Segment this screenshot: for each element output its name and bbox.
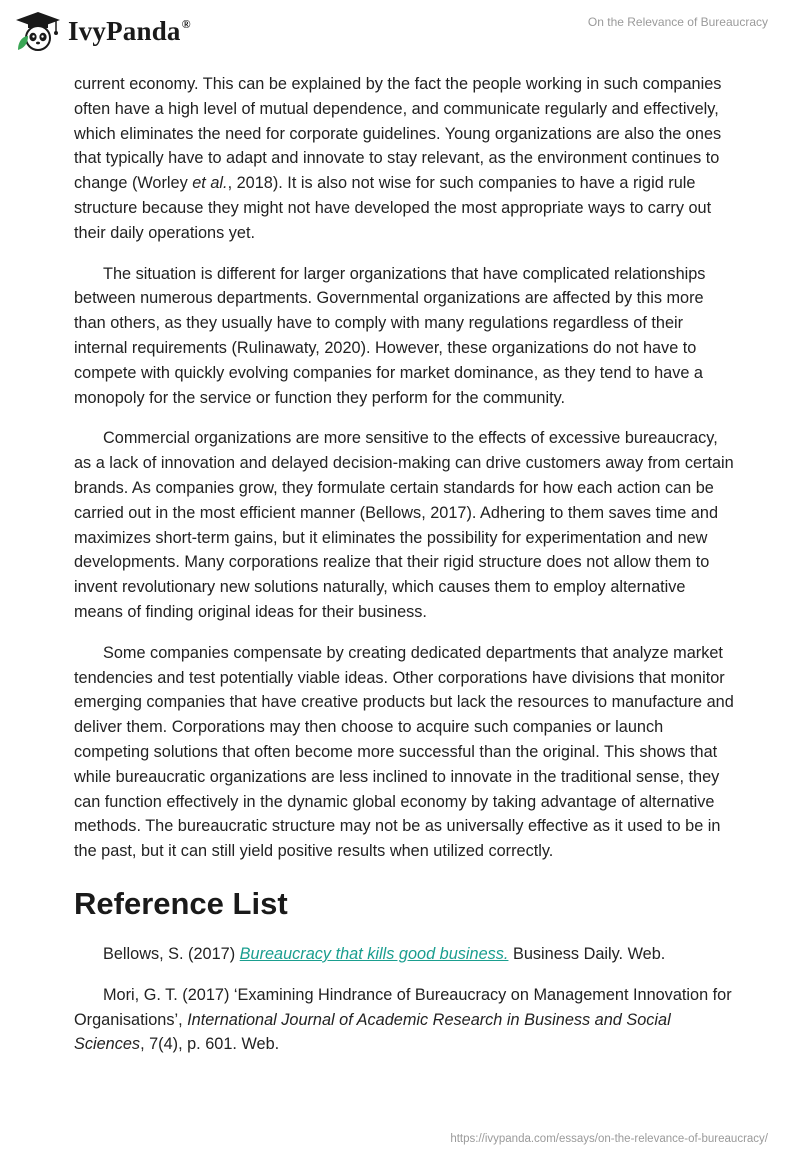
paragraph-4: Some companies compensate by creating dedicated departments that analyze market tendencies and test potentially viable ideas. Other corporations have divisions that monitor emerging companies that have creative products but lack the resources to manufacture and deliver them. Corporations may then choose to acquire such companies or launch competing solutions that often become more successful than the original. This shows that while bureaucratic organizations are less inclined to innovate in the traditional sense, they can function effectively in the dynamic global economy by taking advantage of alternative methods. The bureaucratic structure may not be as universally effective as it used to be in the past, but it can still yield positive results when utilized correctly. [74, 643, 734, 861]
brand-name: IvyPanda® [68, 15, 191, 46]
et-al-italic: et al. [192, 174, 228, 193]
reference-item-bellows: Bellows, S. (2017) Bureaucracy that kills good business. Business Daily. Web. [103, 944, 666, 963]
reference-list-heading: Reference List [74, 885, 288, 921]
journal-title-italic: International Journal of Academic Research in Business and Social Sciences [74, 1010, 671, 1054]
registered-mark: ® [181, 16, 191, 31]
paragraph-1: current economy. This can be explained by the fact the people working in such companies often have a high level of mutual dependence, and communicate regularly and effectively, which eliminates the need for corporate guidelines. Young organizations are also the ones that typically have to adapt and innovate to stay relevant, as the environment continues to change (Worley et al., 2018). It is also not wise for such companies to have a rigid rule structure because they might not have developed the most appropriate ways to carry out their daily operations yet. [74, 75, 722, 242]
reference-link-bellows[interactable]: Bureaucracy that kills good business. [239, 944, 509, 963]
footer-url: https://ivypanda.com/essays/on-the-relevance-of-bureaucracy/ [450, 1133, 768, 1145]
page-header [0, 0, 800, 70]
paragraph-3: Commercial organizations are more sensitive to the effects of excessive bureaucracy, as a lack of innovation and delayed decision-making can drive customers away from certain brands. As companies grow, they formulate certain standards for how each action can be carried out in the most efficient manner (Bellows, 2017). Adhering to them saves time and maximizes short-term gains, but it eliminates the possibility for experimentation and new developments. Many corporations realize that their rigid structure does not allow them to invent revolutionary new solutions naturally, which causes them to employ alternative means of finding original ideas for their business. [74, 429, 734, 621]
ivypanda-logo[interactable] [14, 10, 191, 52]
panda-graduate-icon [14, 10, 62, 52]
paragraph-2: The situation is different for larger organizations that have complicated relationships between numerous departments. Governmental organizations are affected by this more than others, as they usually have to comply with many regulations regardless of their internal requirements (Rulinawaty, 2020). However, these organizations do not have to compete with quickly evolving companies for market dominance, as they tend to have a monopoly for the service or function they perform for the community. [74, 264, 706, 407]
document-title: On the Relevance of Bureaucracy [587, 15, 768, 29]
essay-body [74, 72, 734, 1073]
reference-item-mori: Mori, G. T. (2017) ‘Examining Hindrance of Bureaucracy on Management Innovation for Organisations’, International Journal of Academic Research in Business and Social Sciences, 7(4), p. 601. Web. [74, 985, 732, 1054]
